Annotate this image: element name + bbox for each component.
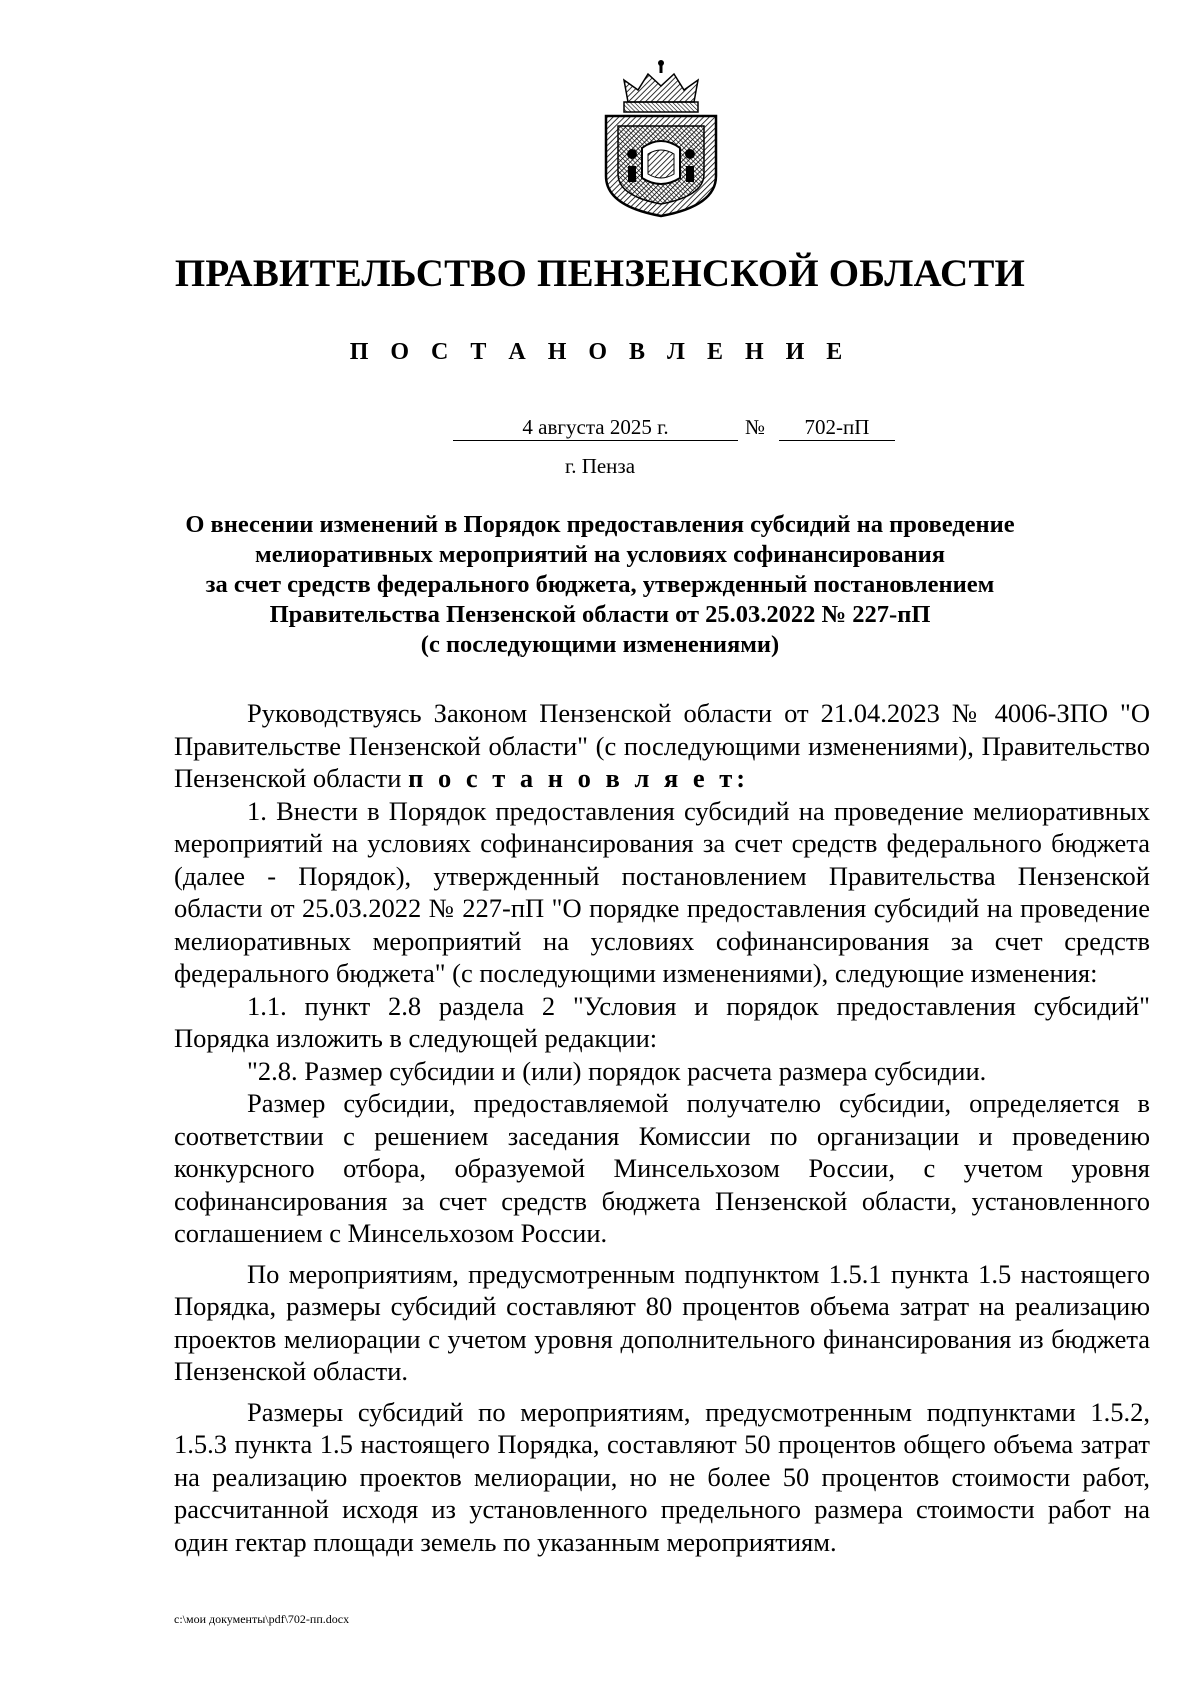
heading-line: О внесении изменений в Порядок предоставления субсидий на проведение [185, 511, 1015, 538]
resolves-word: п о с т а н о в л я е т: [408, 763, 750, 793]
document-number: 702-пП [779, 414, 895, 441]
heading-line: Правительства Пензенской области от 25.03.2022 № 227-пП [269, 601, 931, 628]
paragraph-1-5-1: По мероприятиям, предусмотренным подпунктом 1.5.1 пункта 1.5 настоящего Порядка, размеры субсидий составляют 80 процентов объема затрат на реализацию проектов мелиорации с учетом уровня дополнительного финансирования из бюджета Пензенской области. [174, 1258, 1150, 1386]
paragraph-1: 1. Внести в Порядок предоставления субсидий на проведение мелиоративных мероприятий на условиях софинансирования за счет средств федерального бюджета (далее - Порядок), утвержденный постановлением Правительства Пензенской области от 25.03.2022 № 227-пП "О порядке предоставления субсидий на проведение мелиоративных мероприятий на условиях софинансирования за счет средств федерального бюджета" (с последующими изменениями), следующие изменения: [174, 795, 1150, 988]
heading-line: за счет средств федерального бюджета, утвержденный постановлением [205, 571, 995, 598]
intro-paragraph [174, 697, 1150, 795]
paragraph-2-8: "2.8. Размер субсидии и (или) порядок расчета размера субсидии. [247, 1055, 987, 1086]
document-type: П О С Т А Н О В Л Е Н И Е [349, 339, 851, 365]
intro-text: Руководствуясь Законом Пензенской области от 21.04.2023 № 4006-ЗПО "О Правительстве Пензенской области" (с последующими изменениями), Правительство Пензенской области [174, 698, 1150, 793]
file-path-footer: c:\мои документы\pdf\702-пп.docx [174, 1612, 350, 1626]
organization-title: ПРАВИТЕЛЬСТВО ПЕНЗЕНСКОЙ ОБЛАСТИ [174, 252, 1026, 295]
paragraph-subsidy-size: Размер субсидии, предоставляемой получателю субсидии, определяется в соответствии с решением заседания Комиссии по организации и проведению конкурсного отбора, образуемой Минсельхозом России, с учетом уровня софинансирования за счет средств бюджета Пензенской области, установленного соглашением с Минсельхозом России. [174, 1088, 1150, 1248]
heading-line: мелиоративных мероприятий на условиях софинансирования [255, 541, 945, 568]
coat-of-arms-icon [598, 58, 724, 218]
heading-line: (с последующими изменениями) [420, 631, 780, 658]
paragraph-1-1: 1.1. пункт 2.8 раздела 2 "Условия и порядок предоставления субсидий" Порядка изложить в следующей редакции: [174, 990, 1150, 1053]
paragraph-1-5-2: Размеры субсидий по мероприятиям, предусмотренным подпунктами 1.5.2, 1.5.3 пункта 1.5 настоящего Порядка, составляют 50 процентов общего объема затрат на реализацию проектов мелиорации, но не более 50 процентов стоимости работ, рассчитанной исходя из установленного предельного размера стоимости работ на один гектар площади земель по указанным мероприятиям. [174, 1396, 1150, 1557]
document-date: 4 августа 2025 г. [453, 414, 738, 441]
document-body [174, 697, 1150, 1558]
city: г. Пенза [564, 454, 636, 478]
number-sign: № [745, 415, 766, 439]
document-heading [150, 510, 1050, 660]
